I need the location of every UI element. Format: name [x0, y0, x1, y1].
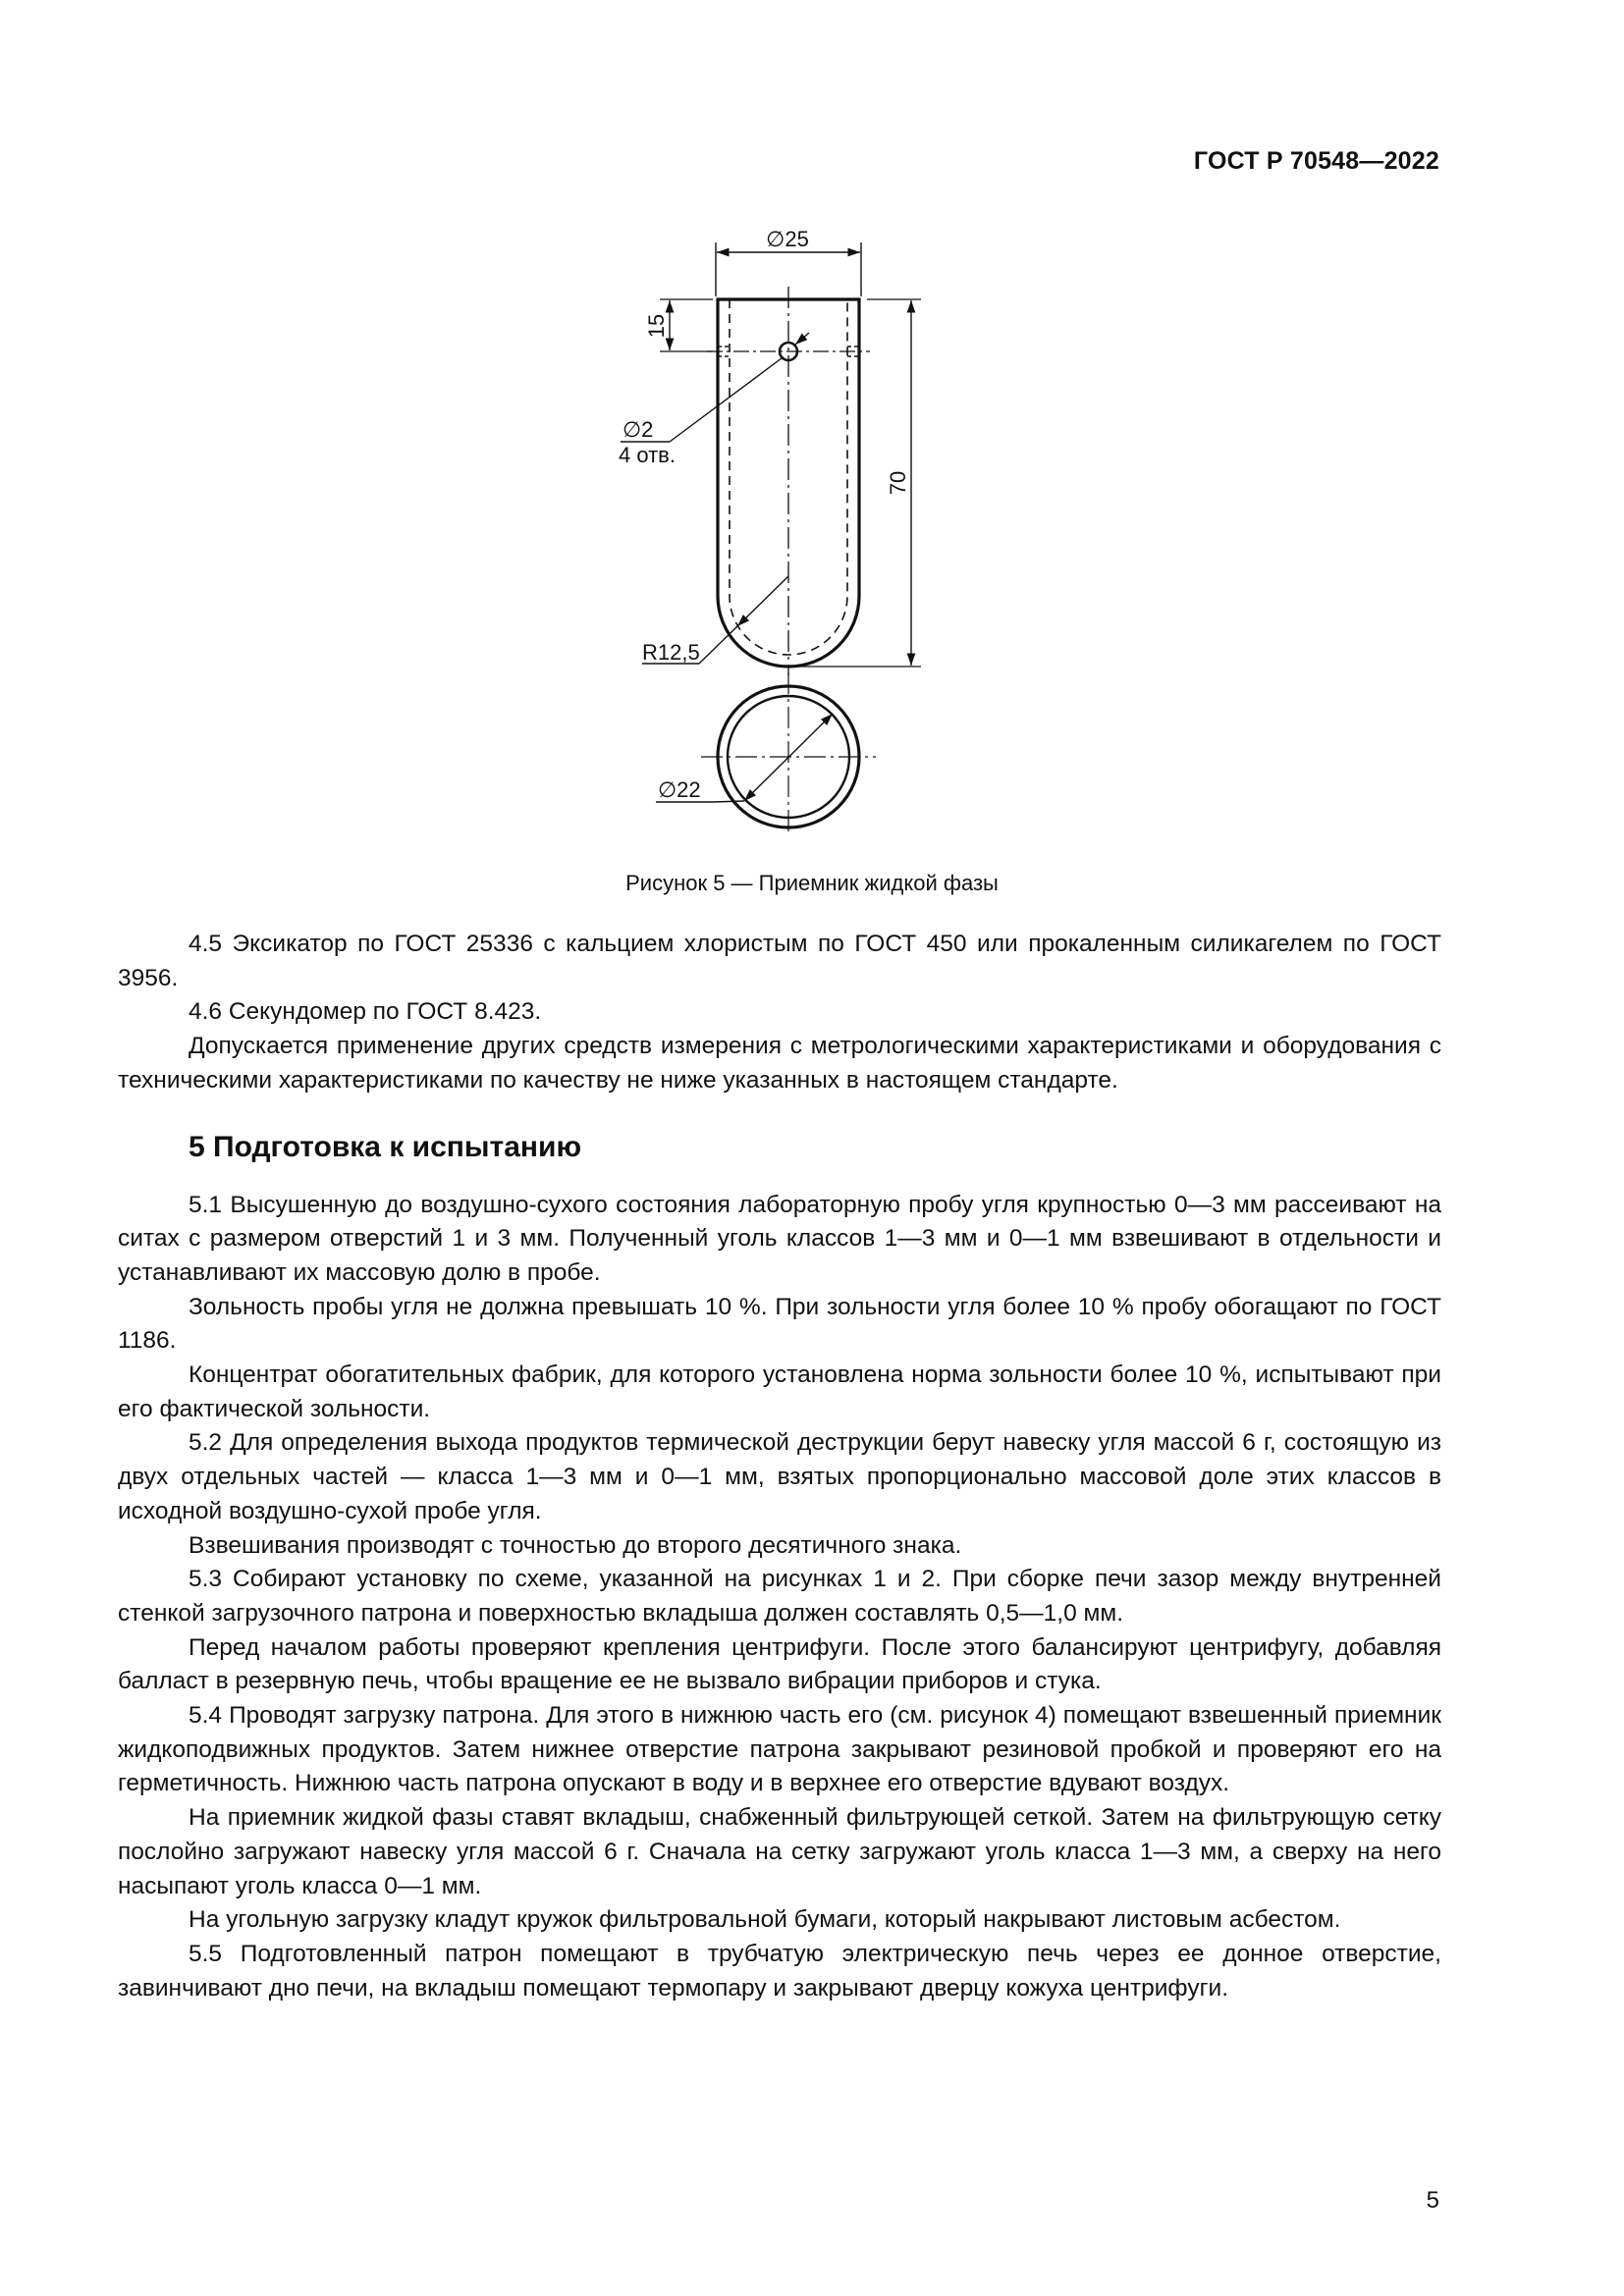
paragraph-5-5: 5.5 Подготовленный патрон помещают в трубчатую электрическую печь через ее донное отверстие, завинчивают дно печи, на вкладыш помещают термопару и закрывают дверцу кожуха центрифуги. — [118, 1940, 1441, 2002]
paragraph-5-3a: 5.3 Собирают установку по схеме, указанной на рисунках 1 и 2. При сборке печи зазор между внутренней стенкой загрузочного патрона и поверхностью вкладыша должен составлять 0,5—1,0 мм. — [118, 1566, 1441, 1627]
paragraph-5-2a: 5.2 Для определения выхода продуктов термической деструкции берут навеску угля массой 6 г, состоящую из двух отдельных частей — класса 1—3 мм и 0—1 мм, взятых пропорционально массовой доле этих классов в исходной воздушно-сухой пробе угля. — [118, 1429, 1441, 1524]
paragraph-4-note: Допускается применение других средств измерения с метрологическими характеристиками и оборудования с техническими характеристиками по качеству не ниже указанных в настоящем стандарте. — [118, 1033, 1441, 1094]
liquid-phase-receiver-drawing — [609, 226, 943, 834]
dimension-hole-offset — [644, 299, 713, 351]
paragraph-4-6: 4.6 Секундомер по ГОСТ 8.423. — [189, 998, 542, 1026]
paragraph-5-4c: На угольную загрузку кладут кружок фильтровальной бумаги, который накрывают листовым асбестом. — [189, 1906, 1341, 1934]
dimension-top-diameter — [716, 227, 861, 296]
figure-caption: Рисунок 5 — Приемник жидкой фазы — [625, 871, 999, 895]
label-height: 70 — [886, 470, 910, 496]
section-heading-5: 5 Подготовка к испытанию — [189, 1130, 582, 1163]
paragraph-5-1a: 5.1 Высушенную до воздушно-сухого состояния лабораторную пробу угля крупностью 0—3 мм рассеивают на ситах с размером отверстий 1 и 3 мм. Полученный уголь классов 1—3 мм и 0—1 мм взвешивают в отдельности и устанавливают их массовую долю в пробе. — [118, 1191, 1441, 1286]
paragraph-5-4a: 5.4 Проводят загрузку патрона. Для этого в нижнюю часть его (см. рисунок 4) помещают взвешенный приемник жидкоподвижных продуктов. Затем нижнее отверстие патрона закрывают резиновой пробкой и проверяют его на герметичность. Нижнюю часть патрона опускают в воду и в верхнее его отверстие вдувают воздух. — [118, 1702, 1441, 1797]
cross-section-view — [656, 672, 876, 834]
paragraph-5-2b: Взвешивания производят с точностью до второго десятичного знака. — [189, 1531, 962, 1559]
paragraph-5-1b: Зольность пробы угля не должна превышать 10 %. При зольности угля более 10 % пробу обогащают по ГОСТ 1186. — [118, 1293, 1441, 1355]
document-header: ГОСТ Р 70548—2022 — [1193, 147, 1439, 175]
paragraph-5-3b: Перед началом работы проверяют крепления центрифуги. После этого балансируют центрифугу, добавляя балласт в резервную печь, чтобы вращение ее не вызвало вибрации приборов и стука. — [118, 1633, 1441, 1695]
dimension-radius — [642, 576, 788, 665]
label-radius: R12,5 — [642, 640, 700, 665]
label-section-diameter: ∅22 — [658, 777, 701, 802]
label-hole-offset: 15 — [644, 313, 669, 339]
label-holes-diameter: ∅2 — [623, 417, 654, 442]
paragraph-5-1c: Концентрат обогатительных фабрик, для которого установлена норма зольности более 10 %, испытывают при его фактической зольности. — [118, 1362, 1441, 1422]
label-diameter-top: ∅25 — [766, 227, 809, 251]
label-holes-count: 4 отв. — [619, 443, 676, 467]
page-number: 5 — [1426, 2187, 1439, 2214]
document-body — [118, 928, 1441, 2005]
paragraph-4-5: 4.5 Эксикатор по ГОСТ 25336 с кальцием хлористым по ГОСТ 450 или прокаленным силикагелем по ГОСТ 3956. — [118, 931, 1441, 991]
paragraph-5-4b: На приемник жидкой фазы ставят вкладыш, снабженный фильтрующей сеткой. Затем на фильтрующую сетку послойно загружают навеску угля массой 6 г. Сначала на сетку загружают уголь класса 1—3 мм, а сверху на него насыпают уголь класса 0—1 мм. — [118, 1804, 1441, 1899]
